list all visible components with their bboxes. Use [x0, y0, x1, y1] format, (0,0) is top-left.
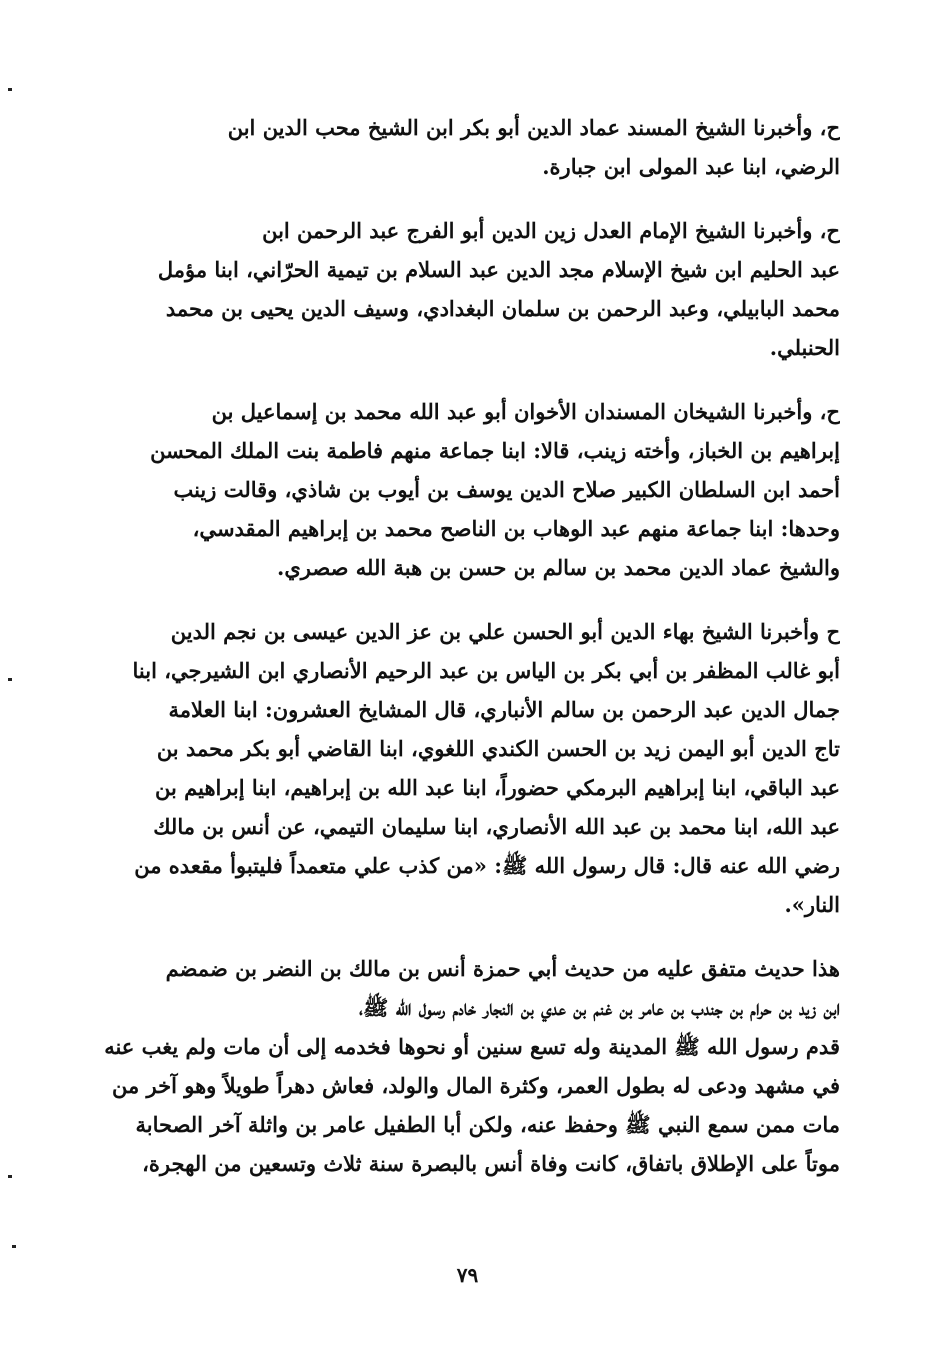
text-line: ح، وأخبرنا الشيخ الإمام العدل زين الدين أبو الفرج عبد الرحمن ابن — [262, 218, 840, 243]
text-line: ح، وأخبرنا الشيخان المسندان الأخوان أبو عبد الله محمد بن إسماعيل بن — [211, 399, 840, 424]
text-line: تاج الدين أبو اليمن زيد بن الحسن الكندي اللغوي، ابنا القاضي أبو بكر محمد بن — [156, 736, 840, 761]
text-line: ح، وأخبرنا الشيخ المسند عماد الدين أبو بكر ابن الشيخ محب الدين ابن — [227, 115, 840, 140]
text-line: إبراهيم بن الخباز، وأخته زينب، قالا: ابنا جماعة منهم فاطمة بنت الملك المحسن — [150, 438, 840, 463]
paragraph-1 — [100, 108, 840, 186]
text-line: في مشهد ودعى له بطول العمر، وكثرة المال والولد، فعاش دهراً طويلاً وهو آخر من — [111, 1073, 840, 1098]
paragraph-4 — [100, 612, 840, 924]
text-line: والشيخ عماد الدين محمد بن سالم بن حسن بن هبة الله صصري. — [277, 555, 840, 580]
text-line: ابن زيد بن حرام بن جندب بن عامر بن غنم بن عدي بن النجار خادم رسول الله ﷺ، — [359, 995, 840, 1020]
scan-speck — [8, 88, 12, 91]
text-line: رضي الله عنه قال: قال رسول الله ﷺ: «من كذب علي متعمداً فليتبوأ مقعده من — [134, 853, 840, 878]
text-line: جمال الدين عبد الرحمن بن سالم الأنباري، قال المشايخ العشرون: ابنا العلامة — [168, 697, 840, 722]
text-line: الرضي، ابنا عبد المولى ابن جبارة. — [542, 154, 840, 179]
text-line: عبد الله، ابنا محمد بن عبد الله الأنصاري، ابنا سليمان التيمي، عن أنس بن مالك — [153, 814, 840, 839]
text-line: أحمد ابن السلطان الكبير صلاح الدين يوسف بن أيوب بن شاذي، وقالت زينب — [173, 477, 840, 502]
text-line: قدم رسول الله ﷺ المدينة وله تسع سنين أو نحوها فخدمه إلى أن مات ولم يغب عنه — [104, 1034, 840, 1059]
text-line: الحنبلي. — [769, 335, 840, 360]
page-number: ٧٩ — [456, 1263, 479, 1287]
text-line: عبد الحليم ابن شيخ الإسلام مجد الدين عبد السلام بن تيمية الحرّاني، ابنا مؤمل — [157, 257, 840, 282]
text-line: وحدها: ابنا جماعة منهم عبد الوهاب بن الناصح محمد بن إبراهيم المقدسي، — [192, 516, 840, 541]
paragraph-2 — [100, 211, 840, 367]
text-line: محمد البابيلي، وعبد الرحمن بن سلمان البغدادي، وسيف الدين يحيى بن محمد — [165, 296, 840, 321]
paragraph-3 — [100, 392, 840, 587]
text-line: هذا حديث متفق عليه من حديث أبي حمزة أنس بن مالك بن النضر بن ضمضم — [165, 956, 840, 981]
page-body — [100, 108, 840, 1208]
text-line: ح وأخبرنا الشيخ بهاء الدين أبو الحسن علي بن عز الدين عيسى بن نجم الدين — [170, 619, 840, 644]
text-line: النار». — [784, 892, 840, 917]
paragraph-5 — [100, 949, 840, 1183]
text-line: عبد الباقي، ابنا إبراهيم البرمكي حضوراً، ابنا عبد الله بن إبراهيم، ابنا إبراهيم بن — [154, 775, 840, 800]
scan-speck — [8, 678, 12, 681]
scan-speck — [8, 1175, 12, 1178]
text-line: موتاً على الإطلاق باتفاق، كانت وفاة أنس بالبصرة سنة ثلاث وتسعين من الهجرة، — [142, 1151, 840, 1176]
text-line: مات ممن سمع النبي ﷺ وحفظ عنه، ولكن أبا الطفيل عامر بن واثلة آخر الصحابة — [135, 1112, 840, 1137]
text-line: أبو غالب المظفر بن أبي بكر بن الياس بن عبد الرحيم الأنصاري ابن الشيرجي، ابنا — [132, 658, 840, 683]
scan-speck — [12, 1245, 16, 1248]
